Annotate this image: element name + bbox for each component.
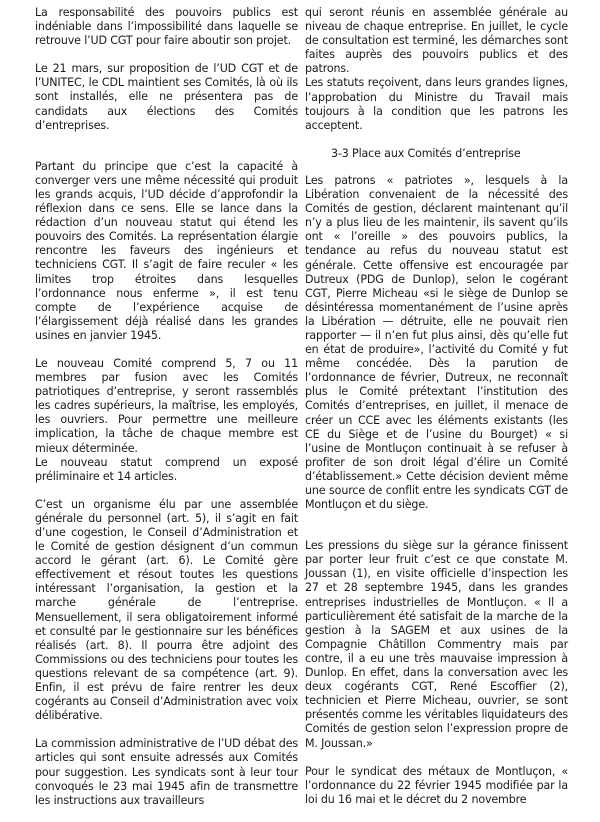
paragraph: Les patrons « patriotes », lesquels à la Libération convenaient de la nécessité des Comités de gestion, déclarent maintenant qu’il n’y a plus lieu de les maintenir, ils savent qu’ils ont « l’oreille » des pouvoirs publics, la tendance au refus du nouveau statut est générale. Cette offensive est encouragée par Dutreux (PDG de Dunlop), selon le cogérant CGT, Pierre Micheau «si le siège de Dunlop se désintéressa momentanément de l’usine après la Libération — détruite, elle ne pouvait rien rapporter — il n’en fut plus ainsi, dès qu’elle fut en état de produire», l’activité du Comité y fut même concédée. Dès la parution de l’ordonnance de février, Dutreux, ne reconnaît plus le Comité prétextant l’institution des Comités d’entreprises, en juillet, il menace de créer un CCE avec les éléments existants (les CE du Siège et de l’usine du Bourget) « si l’usine de Montluçon continuait à se refuser à profiter de son droit légal d’élire un Comité d’établissement.» Cette décision devient même une source de conflit entre les syndicats CGT de Montluçon et du siège. [305, 173, 568, 512]
paragraph: La commission administrative de l’UD débat des articles qui sont ensuite adressés aux Comités pour suggestion. Les syndicats sont à leur tour convoqués le 23 mai 1945 afin de transmettre les instructions aux travailleurs [35, 737, 298, 807]
right-column [305, 6, 568, 822]
paragraph: Le 21 mars, sur proposition de l’UD CGT et de l’UNITEC, le CDL maintient ses Comités, là où ils sont installés, elle ne présentera pas de candidats aux élections des Comités d’entreprises. [35, 62, 298, 132]
left-column [35, 6, 298, 822]
paragraph: Les pressions du siège sur la gérance finissent par porter leur fruit c’est ce que constate M. Joussan (1), en visite officielle d’inspection les 27 et 28 septembre 1945, dans les grandes entreprises industrielles de Montluçon. « Il a particulièrement été satisfait de la marche de la gestion à la SAGEM et aux usines de la Compagnie Châtillon Commentry mais par contre, il a eu une très mauvaise impression à Dunlop. En effet, dans la conversation avec les deux cogérants CGT, René Escoffier (2), technicien et Pierre Micheau, ouvrier, se sont présentés comme les véritables liquidateurs des Comités de gestion selon l’expression propre de M. Joussan.» [305, 539, 568, 750]
paragraph: Pour le syndicat des métaux de Montluçon, « l’ordonnance du 22 février 1945 modifiée par la loi du 16 mai et le décret du 2 novembre [305, 764, 568, 806]
paragraph: Le nouveau statut comprend un exposé préliminaire et 14 articles. [35, 455, 298, 483]
paragraph: Les statuts reçoivent, dans leurs grandes lignes, l’approbation du Ministre du Travail mais toujours à la condition que les patrons les acceptent. [305, 76, 568, 132]
paragraph: qui seront réunis en assemblée générale au niveau de chaque entreprise. En juillet, le cycle de consultation est terminé, les démarches sont faites auprès des pouvoirs publics et des patrons. [305, 6, 568, 76]
paragraph: C’est un organisme élu par une assemblée générale du personnel (art. 5), il s’agit en fait d’une cogestion, le Conseil d’Administration et le Comité de gestion désignent d’un commun accord le gérant (art. 6). Le Comité gère effectivement et résout toutes les questions intéressant l’organisation, la gestion et la marche générale de l’entreprise. Mensuellement, il sera obligatoirement informé et consulté par le gestionnaire sur les bénéfices réalisés (art. 8). Il pourra être adjoint des Commissions ou des techniciens pour toutes les questions relevant de sa compétence (art. 9). Enfin, il est prévu de faire rentrer les deux cogérants au Conseil d’Administration avec voix délibérative. [35, 497, 298, 723]
document-page [35, 6, 568, 822]
paragraph: Le nouveau Comité comprend 5, 7 ou 11 membres par fusion avec les Comités patriotiques d’entreprise, y seront rassemblés les cadres supérieurs, la maîtrise, les employés, les ouvriers. Pour permettre une meilleure implication, la tâche de chaque membre est mieux déterminée. [35, 356, 298, 455]
paragraph: La responsabilité des pouvoirs publics est indéniable dans l’impossibilité dans laquelle se retrouve l’UD CGT pour faire aboutir son projet. [35, 6, 298, 48]
paragraph: Partant du principe que c’est la capacité à converger vers une même nécessité qui produit les grands acquis, l’UD décide d’approfondir la réflexion dans ce sens. Elle se lance dans la rédaction d’un nouveau statut qui étend les pouvoirs des Comités. La représentation élargie rencontre les faveurs des ingénieurs et techniciens CGT. Il s’agit de faire reculer « les limites trop étroites dans lesquelles l’ordonnance nous enferme », il est tenu compte de l’expérience acquise de l’élargissement déjà réalisé dans les grandes usines en janvier 1945. [35, 159, 298, 342]
section-heading: 3-3 Place aux Comités d’entreprise [331, 146, 521, 160]
